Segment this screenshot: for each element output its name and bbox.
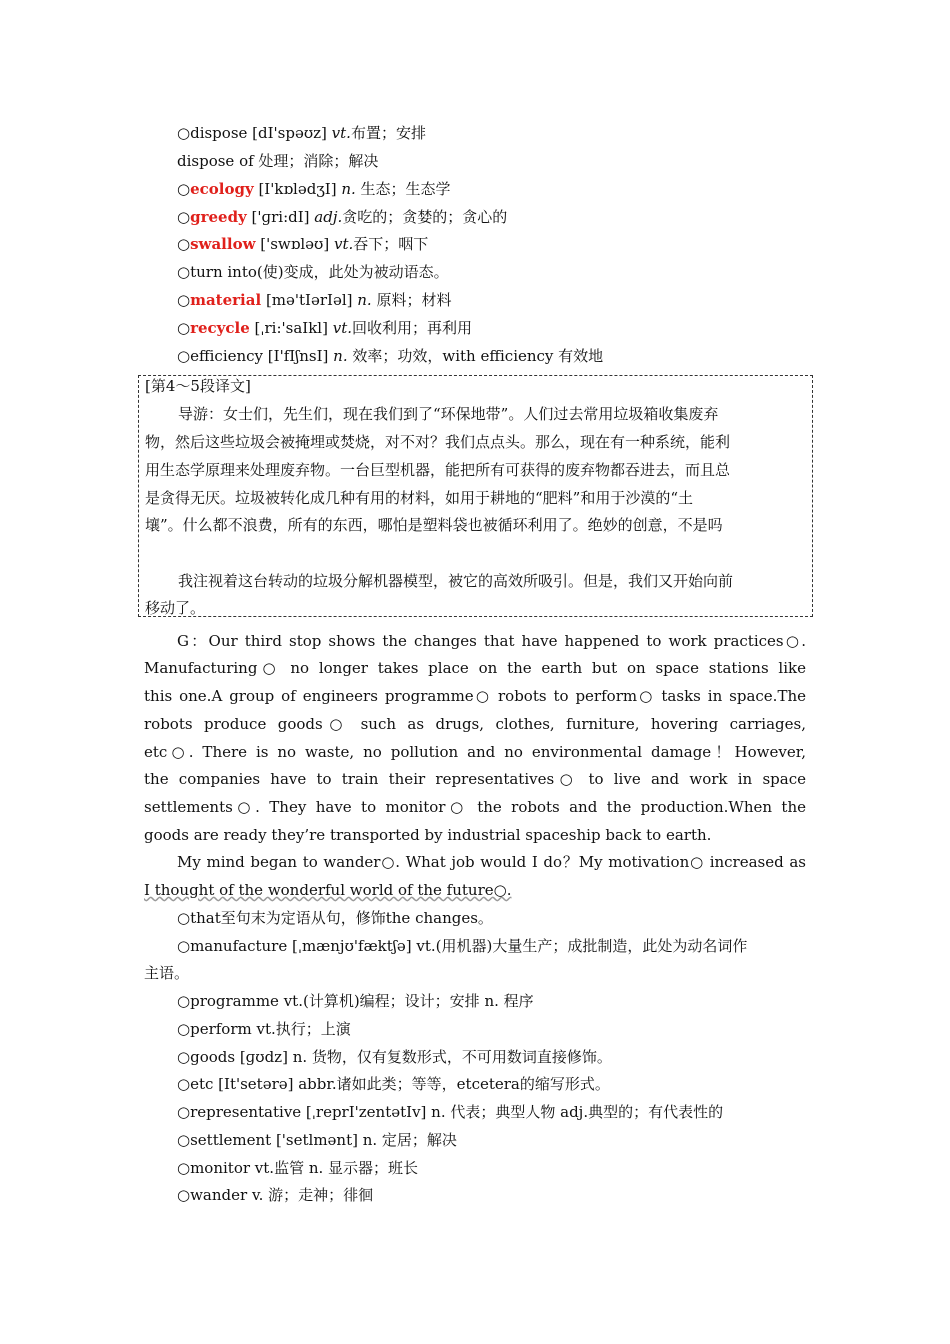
vocab-line: ○dispose [dI'spəʊz] vt.布置；安排 (177, 124, 426, 142)
note-line: ○wander v. 游；走神；徘徊 (177, 1186, 374, 1204)
translation-line: 用生态学原理来处理废弃物。一台巨型机器，能把所有可获得的废弃物都吞进去，而且总 (145, 461, 731, 479)
note-line: ○etc [It'setərə] abbr.诸如此类；等等，etcetera的缩写形式。 (177, 1075, 610, 1093)
note-line: ○goods [ɡʊdz] n. 货物，仅有复数形式，不可用数词直接修饰。 (177, 1048, 612, 1066)
vocab-line: ○efficiency [I'fIʃnsI] n. 效率；功效，with efficiency 有效地 (177, 347, 604, 365)
translation-line: 移动了。 (145, 599, 206, 617)
vocab-line: ○material [mə'tIərIəl] n. 原料；材料 (177, 291, 452, 309)
translation-box (138, 375, 813, 617)
note-line: ○monitor vt.监管 n. 显示器；班长 (177, 1159, 419, 1177)
passage-line: this one.A group of engineers programme○ robots to perform○ tasks in space.The (144, 687, 806, 705)
passage-line: the companies have to train their representatives○ to live and work in space (144, 770, 806, 788)
vocab-line: ○greedy ['ɡri:dI] adj.贪吃的；贪婪的；贪心的 (177, 208, 508, 226)
note-line: ○perform vt.执行；上演 (177, 1020, 351, 1038)
translation-line: 导游：女士们，先生们，现在我们到了“环保地带”。人们过去常用垃圾箱收集废弃 (178, 405, 719, 423)
translation-line: 物，然后这些垃圾会被掩埋或焚烧，对不对？我们点点头。那么，现在有一种系统，能利 (145, 433, 731, 451)
note-line: 主语。 (144, 964, 190, 982)
vocab-line: dispose of 处理；消除；解决 (177, 152, 379, 170)
passage-line: settlements○. They have to monitor○ the robots and the production.When the (144, 798, 806, 816)
note-line: ○manufacture [ˌmænjʊ'fæktʃə] vt.(用机器)大量生产；成批制造，此处为动名词作 (177, 937, 748, 955)
translation-heading: [第4～5段译文] (145, 377, 251, 395)
passage-line: goods are ready they’re transported by industrial spaceship back to earth. (144, 826, 712, 844)
passage-line: My mind began to wander○. What job would I do？My motivation○ increased as (177, 853, 806, 871)
translation-line: 是贪得无厌。垃圾被转化成几种有用的材料，如用于耕地的“肥料”和用于沙漠的“土 (145, 489, 694, 507)
translation-line: 壤”。什么都不浪费，所有的东西，哪怕是塑料袋也被循环利用了。绝妙的创意，不是吗 (145, 516, 723, 534)
vocab-line: ○turn into(使)变成，此处为被动语态。 (177, 263, 449, 281)
vocab-line: ○ecology [I'kɒlədʒI] n. 生态；生态学 (177, 180, 451, 198)
vocab-line: ○recycle [ˌri:'saIkl] vt.回收利用；再利用 (177, 319, 473, 337)
note-line: ○that至句末为定语从句，修饰the changes。 (177, 909, 493, 927)
translation-line: 我注视着这台转动的垃圾分解机器模型，被它的高效所吸引。但是，我们又开始向前 (178, 572, 734, 590)
passage-line: etc○. There is no waste, no pollution and no environmental damage！However, (144, 743, 806, 761)
passage-line: Manufacturing○ no longer takes place on the earth but on space stations like (144, 659, 806, 677)
passage-line: robots produce goods○ such as drugs, clothes, furniture, hovering carriages, (144, 715, 806, 733)
passage-line: I thought of the wonderful world of the future○. (144, 881, 512, 899)
note-line: ○settlement ['setlmənt] n. 定居；解决 (177, 1131, 457, 1149)
note-line: ○programme vt.(计算机)编程；设计；安排 n. 程序 (177, 992, 534, 1010)
vocab-line: ○swallow ['swɒləʊ] vt.吞下；咽下 (177, 235, 429, 253)
note-line: ○representative [ˌreprI'zentətIv] n. 代表；典型人物 adj.典型的；有代表性的 (177, 1103, 724, 1121)
passage-line: G：Our third stop shows the changes that have happened to work practices○. (177, 632, 806, 650)
